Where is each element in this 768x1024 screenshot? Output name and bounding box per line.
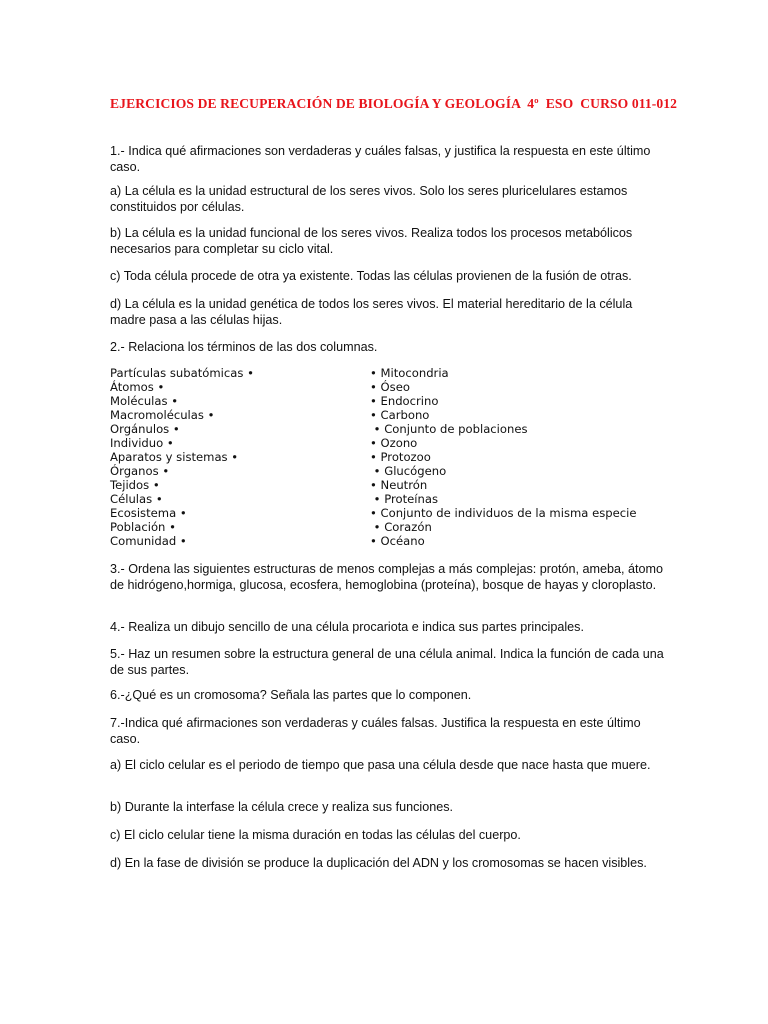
question-1-b: b) La célula es la unidad funcional de los seres vivos. Realiza todos los procesos metabólicos necesarios para completar su ciclo vital. (110, 226, 633, 256)
left-term: Partículas subatómicas • (110, 366, 254, 380)
right-term: • Óseo (370, 380, 410, 394)
right-term: • Ozono (370, 436, 418, 450)
left-term: Individuo • (110, 436, 174, 450)
right-term: • Conjunto de individuos de la misma especie (370, 506, 637, 520)
question-7-a: a) El ciclo celular es el periodo de tiempo que pasa una célula desde que nace hasta que muere. (110, 758, 651, 772)
matching-columns (110, 366, 670, 552)
right-term: • Proteínas (370, 492, 438, 506)
question-4: 4.- Realiza un dibujo sencillo de una célula procariota e indica sus partes principales. (110, 620, 584, 634)
question-7-d: d) En la fase de división se produce la duplicación del ADN y los cromosomas se hacen visibles. (110, 856, 647, 870)
question-2-intro: 2.- Relaciona los términos de las dos columnas. (110, 340, 378, 354)
question-7-c: c) El ciclo celular tiene la misma duración en todas las células del cuerpo. (110, 828, 521, 842)
right-term: • Corazón (370, 520, 432, 534)
left-term: Aparatos y sistemas • (110, 450, 239, 464)
left-term: Átomos • (110, 380, 165, 394)
question-7-intro: 7.-Indica qué afirmaciones son verdaderas y cuáles falsas. Justifica la respuesta en este último caso. (110, 716, 641, 746)
right-term: • Endocrino (370, 394, 439, 408)
question-1-c: c) Toda célula procede de otra ya existente. Todas las células provienen de la fusión de otras. (110, 269, 632, 283)
right-term: • Conjunto de poblaciones (370, 422, 528, 436)
left-term: Órganos • (110, 464, 170, 478)
left-term: Moléculas • (110, 394, 179, 408)
right-term: • Carbono (370, 408, 430, 422)
right-column (370, 366, 636, 548)
left-term: Población • (110, 520, 176, 534)
left-term: Células • (110, 492, 163, 506)
document-title: EJERCICIOS DE RECUPERACIÓN DE BIOLOGÍA Y GEOLOGÍA 4º ESO CURSO 011-012 (110, 96, 678, 111)
right-term: • Neutrón (370, 478, 428, 492)
left-term: Comunidad • (110, 534, 187, 548)
right-term: • Mitocondria (370, 366, 449, 380)
question-1-a: a) La célula es la unidad estructural de los seres vivos. Solo los seres pluricelulares estamos constituidos por células. (110, 184, 628, 214)
left-column (110, 366, 254, 548)
right-term: • Océano (370, 534, 425, 548)
question-6: 6.-¿Qué es un cromosoma? Señala las partes que lo componen. (110, 688, 472, 702)
question-7-b: b) Durante la interfase la célula crece y realiza sus funciones. (110, 800, 454, 814)
question-3: 3.- Ordena las siguientes estructuras de menos complejas a más complejas: protón, ameba, átomo de hidrógeno,hormiga, glucosa, ecosfera, hemoglobina (proteína), bosque de hayas y cloroplasto. (110, 562, 663, 592)
question-1-d: d) La célula es la unidad genética de todos los seres vivos. El material hereditario de la célula madre pasa a las células hijas. (110, 297, 633, 327)
left-term: Ecosistema • (110, 506, 187, 520)
left-term: Orgánulos • (110, 422, 180, 436)
right-term: • Glucógeno (370, 464, 447, 478)
left-term: Macromoléculas • (110, 408, 215, 422)
right-term: • Protozoo (370, 450, 431, 464)
question-5: 5.- Haz un resumen sobre la estructura general de una célula animal. Indica la función de cada una de sus partes. (110, 647, 664, 677)
question-1-intro: 1.- Indica qué afirmaciones son verdaderas y cuáles falsas, y justifica la respuesta en este último caso. (110, 144, 651, 174)
left-term: Tejidos • (110, 478, 160, 492)
